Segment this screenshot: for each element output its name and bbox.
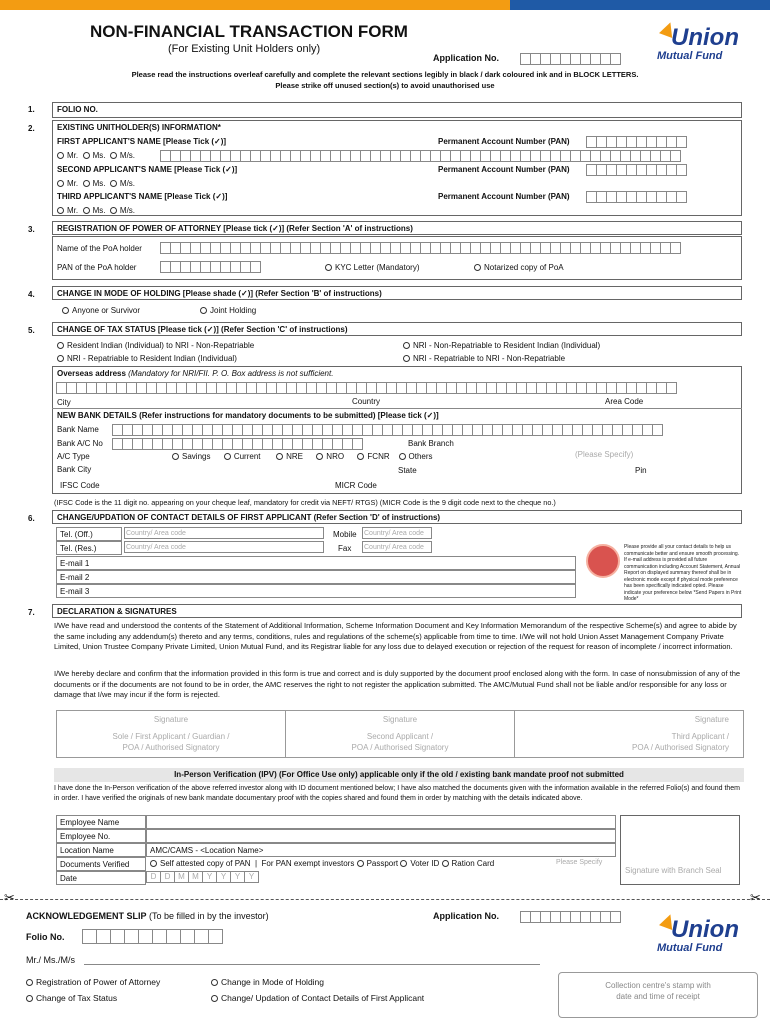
anyone-survivor-option[interactable]: Anyone or Survivor [62, 306, 140, 315]
bank-name-cells[interactable] [112, 424, 662, 436]
fax-label: Fax [338, 544, 352, 553]
section-2-number: 2. [28, 124, 35, 133]
ack-option-2[interactable]: Change of Tax Status [26, 993, 117, 1003]
email-1-field[interactable]: E-mail 1 [56, 556, 576, 570]
declaration-paragraph-1: I/We have read and understood the contents of the Statement of Additional Information, Scheme Information Document and Key Information Memorandum of the respective Scheme(s) and agree to abide by the same including any addendum(s) thereto and any terms, conditions, rules and regulations of the scheme(s) applicable from time to time. I/We will not hold Union Asset Management Company Private Limited, Union Trustee Company Private Limited, Union Mutual Fund, and its Registrar liable for any loss due to delayed execution or rejection of the request for reason of incomplete / incorrect information. [54, 621, 737, 651]
tax-option-3[interactable]: NRI - Non-Repatriable to Resident Indian (Individual) [403, 341, 600, 350]
others-specify: (Please Specify) [575, 450, 634, 459]
section-1-number: 1. [28, 105, 35, 114]
area-code-label: Area Code [605, 397, 644, 406]
joint-holding-option[interactable]: Joint Holding [200, 306, 256, 315]
scissors-right-icon: ✂ [750, 890, 761, 905]
employee-no-label: Employee No. [56, 829, 146, 843]
instructions: Please read the instructions overleaf carefully and complete the relevant sections legibly in black / dark coloured ink and in BLOCK LETTERS. Please strike off unused section(s) to avoid unauthorised use [131, 70, 639, 90]
ack-option-3[interactable]: Change in Mode of Holding [211, 977, 324, 987]
cut-line [0, 899, 770, 900]
tel-off-cells[interactable] [124, 527, 323, 539]
section-2-title: EXISTING UNITHOLDER(S) INFORMATION* [57, 123, 221, 132]
bank-ac-cells[interactable] [112, 438, 362, 450]
documents-label: Documents Verified [56, 857, 146, 871]
branch-seal-box[interactable]: Signature with Branch Seal [620, 815, 740, 885]
section-6-title: CHANGE/UPDATION OF CONTACT DETAILS OF FIRST APPLICANT (Refer Section 'D' of instructions) [52, 510, 742, 524]
top-color-bar [0, 0, 770, 10]
tel-off-area: Country/ Area code [126, 530, 186, 537]
ack-title: ACKNOWLEDGEMENT SLIP (To be filled in by the investor) [26, 911, 269, 921]
section-4-number: 4. [28, 290, 35, 299]
first-pan-label: Permanent Account Number (PAN) [438, 137, 570, 146]
second-applicant-label: SECOND APPLICANT'S NAME [Please Tick (✓)] [57, 165, 238, 174]
form-title: NON-FINANCIAL TRANSACTION FORM [90, 22, 408, 41]
section-4-title: CHANGE IN MODE OF HOLDING [Please shade (✓)] (Refer Section 'B' of instructions) [52, 286, 742, 300]
application-no-cells[interactable] [520, 53, 620, 65]
second-pan-label: Permanent Account Number (PAN) [438, 165, 570, 174]
contact-note: Please provide all your contact details to help us communicate better and ensure smooth processing. If e-mail address is provided all future communication including Account Statement, Annual Report on displayed summary thereof shall be in electronic mode except if physical mode preference has been specifically indicated opted. Please indicate your preference below *Send Papers in Print Mode* [624, 544, 742, 602]
scissors-left-icon: ✂ [4, 890, 15, 905]
state-label: State [398, 466, 417, 475]
union-logo: Union Mutual Fund [655, 16, 755, 64]
third-pan-label: Permanent Account Number (PAN) [438, 192, 570, 201]
signature-box-2[interactable]: Signature Second Applicant / POA / Authorised Signatory [285, 710, 515, 758]
employee-no-field[interactable] [146, 829, 616, 843]
first-pan-cells[interactable] [586, 136, 686, 148]
pin-label: Pin [635, 466, 647, 475]
ack-name-label: Mr./ Ms./M/s [26, 955, 75, 965]
third-title-radios[interactable]: Mr. Ms. M/s. [57, 206, 135, 215]
ack-app-no: Application No. [433, 911, 499, 921]
bank-branch-label: Bank Branch [408, 439, 454, 448]
section-5-number: 5. [28, 326, 35, 335]
ack-name-line[interactable] [84, 964, 540, 965]
tel-res-cells[interactable] [124, 541, 323, 553]
section-3-number: 3. [28, 225, 35, 234]
ack-option-1[interactable]: Registration of Power of Attorney [26, 977, 160, 987]
bank-ac-label: Bank A/C No [57, 439, 103, 448]
section-7-number: 7. [28, 608, 35, 617]
first-title-radios[interactable]: Mr. Ms. M/s. [57, 151, 135, 160]
section-5-title: CHANGE OF TAX STATUS [Please tick (✓)] (Refer Section 'C' of instructions) [52, 322, 742, 336]
ack-folio-label: Folio No. [26, 932, 65, 942]
employee-name-field[interactable] [146, 815, 616, 829]
mobile-cells[interactable] [362, 527, 431, 539]
fax-area: Country/ Area code [364, 544, 424, 551]
tel-off-label: Tel. (Off.) [56, 527, 122, 541]
tax-option-1[interactable]: Resident Indian (Individual) to NRI - Non-Repatriable [57, 341, 254, 350]
date-label: Date [56, 871, 146, 885]
second-pan-cells[interactable] [586, 164, 686, 176]
ipv-title: In-Person Verification (IPV) (For Office Use only) applicable only if the old / existing bank mandate proof not submitted [54, 768, 744, 782]
employee-name-label: Employee Name [56, 815, 146, 829]
kyc-option[interactable]: KYC Letter (Mandatory) [325, 263, 419, 272]
ac-type-options[interactable]: Savings Current NRE NRO FCNR Others [172, 452, 433, 461]
ipv-please-specify: Please Specify [556, 859, 603, 866]
email-2-field[interactable]: E-mail 2 [56, 570, 576, 584]
second-title-radios[interactable]: Mr. Ms. M/s. [57, 179, 135, 188]
bank-details-title: NEW BANK DETAILS (Refer instructions for mandatory documents to be submitted) [Please tick (✓)] [57, 411, 439, 420]
ack-option-4[interactable]: Change/ Updation of Contact Details of First Applicant [211, 993, 424, 1003]
declaration-paragraph-2: I/We hereby declare and confirm that the information provided in this form is true and correct and is duly supported by the document proof enclosed along with the form. In case of nonsubmission of any of the documents or if the documents are not found to be in order, the AMC reserves the right to not register the application submitted. The AMC/Mutual Fund shall not be liable and/or responsible for any loss or damage that I/we may incur if the form is rejected. [54, 669, 741, 699]
section-6-number: 6. [28, 514, 35, 523]
ifsc-note: (IFSC Code is the 11 digit no. appearing on your cheque leaf, mandatory for credit via NEFT/ RTGS) (MICR Code is the 9 digit code next to the cheque no.) [54, 498, 556, 507]
ac-type-label: A/C Type [57, 452, 90, 461]
bank-city-label: Bank City [57, 465, 92, 474]
bank-name-label: Bank Name [57, 425, 99, 434]
country-label: Country [352, 397, 381, 406]
signature-box-3[interactable]: Signature Third Applicant / POA / Authorised Signatory [514, 710, 744, 758]
first-applicant-label: FIRST APPLICANT'S NAME [Please Tick (✓)] [57, 137, 227, 146]
overseas-address-cells[interactable] [56, 382, 676, 394]
third-applicant-label: THIRD APPLICANT'S NAME [Please Tick (✓)] [57, 192, 228, 201]
application-no-label: Application No. [433, 53, 499, 63]
location-field[interactable]: AMC/CAMS - <Location Name> [146, 843, 616, 857]
overseas-label: Overseas address (Mandatory for NRI/FII. P. O. Box address is not sufficient. [57, 369, 334, 378]
email-icon [586, 544, 620, 578]
section-3-title: REGISTRATION OF POWER OF ATTORNEY [Please tick (✓)] (Refer Section 'A' of instructions) [52, 221, 742, 235]
folio-row[interactable] [52, 102, 742, 118]
notarized-option[interactable]: Notarized copy of PoA [474, 263, 564, 272]
poa-pan-label: PAN of the PoA holder [57, 263, 137, 272]
section-7-title: DECLARATION & SIGNATURES [52, 604, 742, 618]
ack-folio-cells[interactable] [82, 929, 222, 941]
location-label: Location Name [56, 843, 146, 857]
poa-pan-cells[interactable] [160, 261, 260, 273]
signature-box-1[interactable]: Signature Sole / First Applicant / Guardian / POA / Authorised Signatory [56, 710, 286, 758]
form-subtitle: (For Existing Unit Holders only) [168, 43, 321, 55]
tel-res-label: Tel. (Res.) [56, 541, 122, 555]
mobile-area: Country/ Area code [364, 530, 424, 537]
ifsc-label: IFSC Code [60, 481, 100, 490]
micr-label: MICR Code [335, 481, 377, 490]
ack-app-no-cells[interactable] [520, 911, 620, 923]
collection-stamp-box[interactable]: Collection centre's stamp with date and time of receipt [558, 972, 758, 1018]
city-label: City [57, 398, 71, 407]
first-name-cells[interactable] [160, 150, 680, 162]
tel-res-area: Country/ Area code [126, 544, 186, 551]
tax-option-4[interactable]: NRI - Repatriable to NRI - Non-Repatriable [403, 354, 565, 363]
docs-options[interactable]: Self attested copy of PAN | For PAN exempt investors Passport Voter ID Ration Card [150, 859, 494, 868]
third-pan-cells[interactable] [586, 191, 686, 203]
tax-option-2[interactable]: NRI - Repatriable to Resident Indian (Individual) [57, 354, 237, 363]
poa-name-label: Name of the PoA holder [57, 244, 142, 253]
folio-label: FOLIO NO. [57, 105, 98, 114]
poa-name-cells[interactable] [160, 242, 680, 254]
ipv-text: I have done the In-Person verification of the above referred investor along with ID document mentioned below; I have also matched the documents given with the information available in the referred Folio(s) and found them in order. I have verified the originals of new bank mandate documentary proof with the copies shared and found them in order by matching with the details indicated above. [54, 785, 740, 802]
ack-union-logo: Union Mutual Fund [655, 908, 755, 956]
mobile-label: Mobile [333, 530, 357, 539]
fax-cells[interactable] [362, 541, 431, 553]
date-cells[interactable]: D D M M Y Y Y Y [146, 871, 258, 883]
email-3-field[interactable]: E-mail 3 [56, 584, 576, 598]
